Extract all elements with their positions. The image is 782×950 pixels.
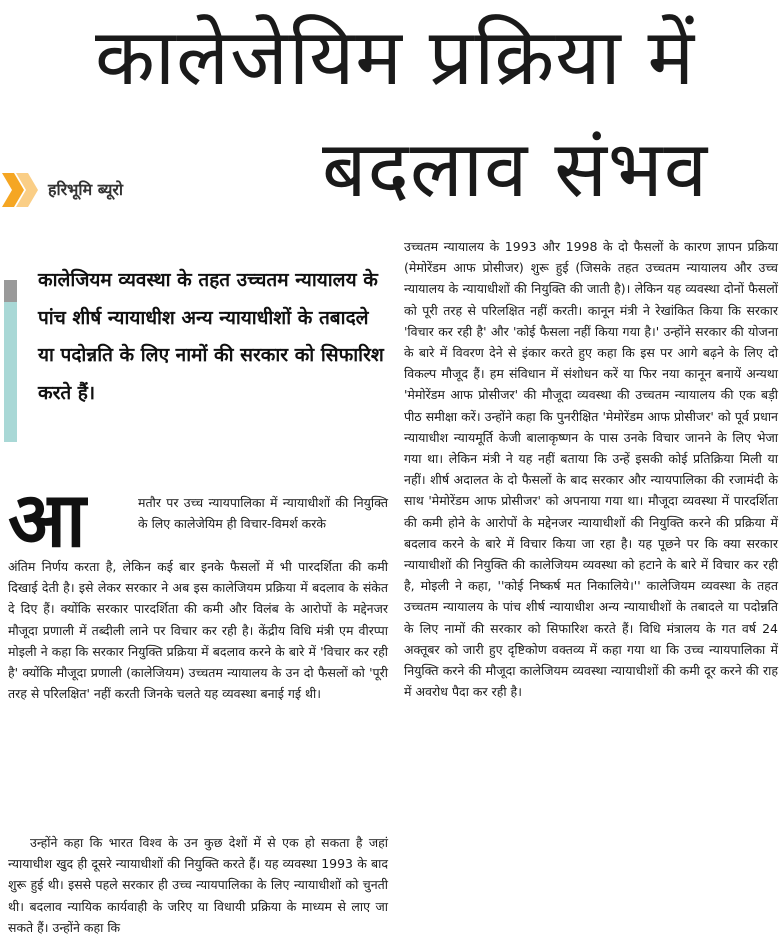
pull-quote: कालेजियम व्यवस्था के तहत उच्चतम न्यायालय के पांच शीर्ष न्यायाधीश अन्य न्यायाधीशों के तबादले या पदोन्नति के लिए नामों की सरकार को सिफारिश करते हैं। [38, 269, 384, 404]
article-intro-text: मतौर पर उच्च न्यायपालिका में न्यायाधीशों की नियुक्ति के लिए कालेजेयिम ही विचार-विमर्श करके [138, 495, 388, 532]
chevron-right-icon [0, 170, 44, 210]
byline [0, 170, 200, 210]
headline-line-2: बदलाव संभव [322, 125, 709, 215]
headline-line-1: कालेजेयिम प्रक्रिया में [95, 13, 696, 103]
article-paragraph-1: अंतिम निर्णय करता है, लेकिन कई बार इनके फैसलों में भी पारदर्शिता की कमी दिखाई देती है। इसे लेकर सरकार ने अब इस कालेजियम प्रक्रिया में बदलाव के संकेत दे दिए हैं। क्योंकि सरकार पारदर्शिता की कमी और विलंब के आरोपों के मद्देनजर मौजूदा प्रणाली में तब्दीली लाने पर विचार कर रही है। केंद्रीय विधि मंत्री एम वीरप्पा मोइली ने कहा कि सरकार नियुक्ति प्रक्रिया में बदलाव करने के बारे में 'विचार कर रही है' क्योंकि मौजूदा प्रणाली (कालेजियम) उच्चतम न्यायालय के उन दो फैसलों को 'पूरी तरह से परिलक्षित' नहीं करती जिनके चलते यह व्यवस्था बनाई गई थी। [8, 559, 388, 702]
article-paragraph-2: उन्होंने कहा कि भारत विश्व के उन कुछ देशों में से एक हो सकता है जहां न्यायाधीश खुद ही दूसरे न्यायाधीशों की नियुक्ति करते हैं। यह व्यवस्था 1993 के बाद शुरू हुई थी। इससे पहले सरकार ही उच्च न्यायपालिका के लिए न्यायाधीशों को चुनती थी। बदलाव न्यायिक कार्यवाही के जरिए या विधायी प्रक्रिया के माध्यम से लाए जा सकते हैं। उन्होंने कहा कि [8, 835, 388, 935]
pull-quote-bar-top [4, 280, 17, 302]
drop-cap: आ [8, 475, 82, 564]
byline-text: हरिभूमि ब्यूरो [48, 180, 124, 199]
article-column-2: उच्चतम न्यायालय के 1993 और 1998 के दो फैसलों के कारण ज्ञापन प्रक्रिया (मेमोरेंडम आफ प्रोसीजर) शुरू हुई (जिसके तहत उच्चतम न्यायालय और उच्च न्यायालय के न्यायाधीशों की नियुक्ति की जाती है)। लेकिन यह व्यवस्था दोनों फैसलों को पूरी तरह से परिलक्षित नहीं करती। कानून मंत्री ने रेखांकित किया कि सरकार 'विचार कर रही है' और 'कोई फैसला नहीं किया गया है।' उन्होंने सरकार की योजना के बारे में विवरण देने से इंकार करते हुए कहा कि इस पर आगे बढ़ने के लिए दो विकल्प मौजूद हैं। हम संविधान में संशोधन करें या फिर नया कानून बनायें अन्यथा 'मेमोरेंडम आफ प्रोसीजर' की मौजूदा व्यवस्था की उच्चतम न्यायालय की एक बड़ी पीठ समीक्षा करें। उन्होंने कहा कि पुनरीक्षित 'मेमोरेंडम आफ प्रोसीजर' को पूर्व प्रधान न्यायाधीश न्यायमूर्ति केजी बालाकृष्णन के पास उनके विचार जानने के लिए भेजा गया था। लेकिन मंत्री ने यह नहीं बताया कि उन्हें इसकी कोई प्रतिक्रिया मिली या नहीं। शीर्ष अदालत के दो फैसलों के बाद सरकार और न्यायपालिका की रजामंदी के साथ 'मेमोरेंडम आफ प्रोसीजर' को अपनाया गया था। मौजूदा व्यवस्था में पारदर्शिता की कमी होने के आरोपों के मद्देनजर न्यायाधीशों की नियुक्ति करने की प्रक्रिया में बदलाव करने के बारे में विचार किया जा रहा है। यह पूछने पर कि क्या सरकार न्यायाधीशों की नियुक्ति की कालेजियम व्यवस्था को हटाने के बारे में विचार कर रही है, मोइली ने कहा, ''कोई निष्कर्ष मत निकालिये।'' कालेजियम व्यवस्था के तहत उच्चतम न्यायालय के पांच शीर्ष न्यायाधीश अन्य न्यायाधीशों के तबादले या पदोन्नति के लिए नामों की सरकार को सिफारिश करते हैं। विधि मंत्रालय के गत वर्ष 24 अक्तूबर को जारी हुए दृष्टिकोण वक्तव्य में कहा गया था कि उच्च न्यायपालिका में नियुक्ति करने की मौजूदा कालेजियम व्यवस्था न्यायाधीशों की कमी दूर करने की राह में अवरोध पैदा कर रही है। [404, 239, 778, 700]
pull-quote-bar [4, 280, 17, 442]
